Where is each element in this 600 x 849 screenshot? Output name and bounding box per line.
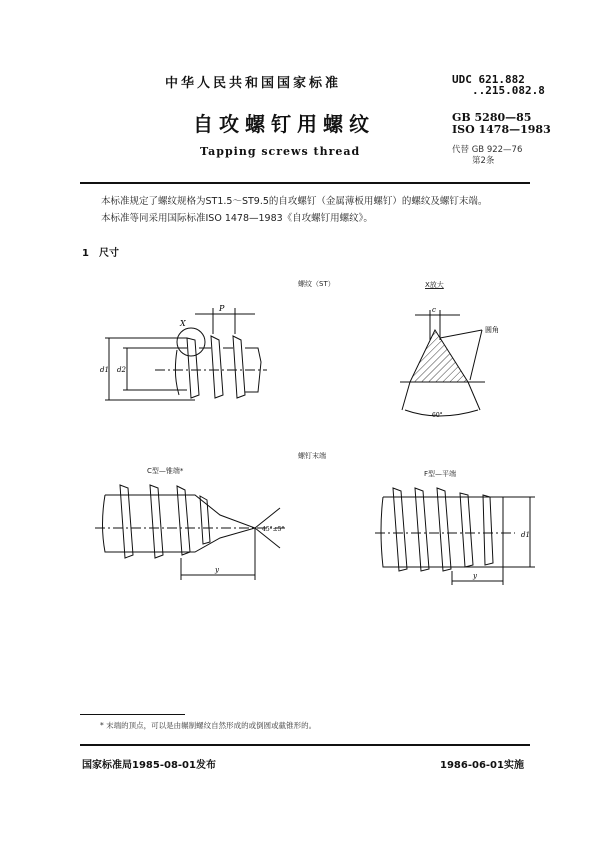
udc-line-1: UDC 621.882 (452, 73, 525, 86)
pitch-label: P (219, 304, 225, 313)
y-label-c: y (215, 566, 219, 574)
iso-number: ISO 1478—1983 (452, 123, 551, 136)
replaces-line-2: 第2条 (472, 156, 495, 166)
section-heading (82, 244, 129, 259)
document-title-cn: 自攻螺钉用螺纹 (193, 112, 375, 136)
intro-paragraph-2: 本标准等同采用国际标准ISO 1478—1983《自攻螺钉用螺纹》。 (101, 213, 373, 224)
type-f-flat-end-diagram (375, 485, 555, 590)
udc-line-2: ..215.082.8 (472, 84, 545, 97)
intro-paragraph-1: 本标准规定了螺纹规格为ST1.5～ST9.5的自攻螺钉（金属薄板用螺钉）的螺纹及螺钉末端。 (101, 196, 488, 207)
rounded-corner-label: 圆角 (485, 326, 499, 334)
header-divider (80, 182, 530, 184)
type-c-cone-end-diagram (95, 480, 295, 590)
d2-label: d2 (117, 366, 126, 374)
issue-date: 国家标准局1985-08-01发布 (82, 760, 216, 771)
x-marker: X (180, 319, 186, 328)
c-label: c (432, 306, 436, 314)
type-c-label: C型—锥端* (147, 467, 184, 475)
section-number: 1 (82, 248, 89, 259)
replaces-note (452, 145, 522, 167)
angle-60-label: 60° (432, 412, 443, 419)
d1-label-f: d1 (521, 531, 530, 539)
type-f-label: F型—平端 (424, 470, 457, 478)
d1-label: d1 (100, 366, 109, 374)
y-label-f: y (473, 572, 477, 580)
footnote-divider (80, 714, 185, 715)
section-title: 尺寸 (98, 248, 119, 259)
replaces-line-1: 代替 GB 922—76 (452, 145, 523, 155)
footnote-text: * 末端的顶点，可以是由辗制螺纹自然形成的或倒圆或截锥形的。 (100, 721, 317, 730)
udc-code (452, 74, 545, 96)
angle-45-label: 45°±5° (262, 526, 285, 533)
issuing-org-line: 中华人民共和国国家标准 (165, 76, 342, 91)
thread-st-label: 螺纹（ST） (298, 280, 335, 288)
standard-numbers (452, 112, 551, 136)
screw-end-label: 螺钉末端 (298, 452, 326, 460)
footer-divider (80, 744, 530, 746)
document-title-en: Tapping screws thread (200, 145, 361, 158)
x-enlarged-label: X放大 (425, 281, 444, 289)
gb-number: GB 5280—85 (452, 111, 532, 124)
thread-profile-detail (390, 300, 530, 420)
thread-diagram (95, 300, 275, 410)
effective-date: 1986-06-01实施 (440, 760, 524, 771)
